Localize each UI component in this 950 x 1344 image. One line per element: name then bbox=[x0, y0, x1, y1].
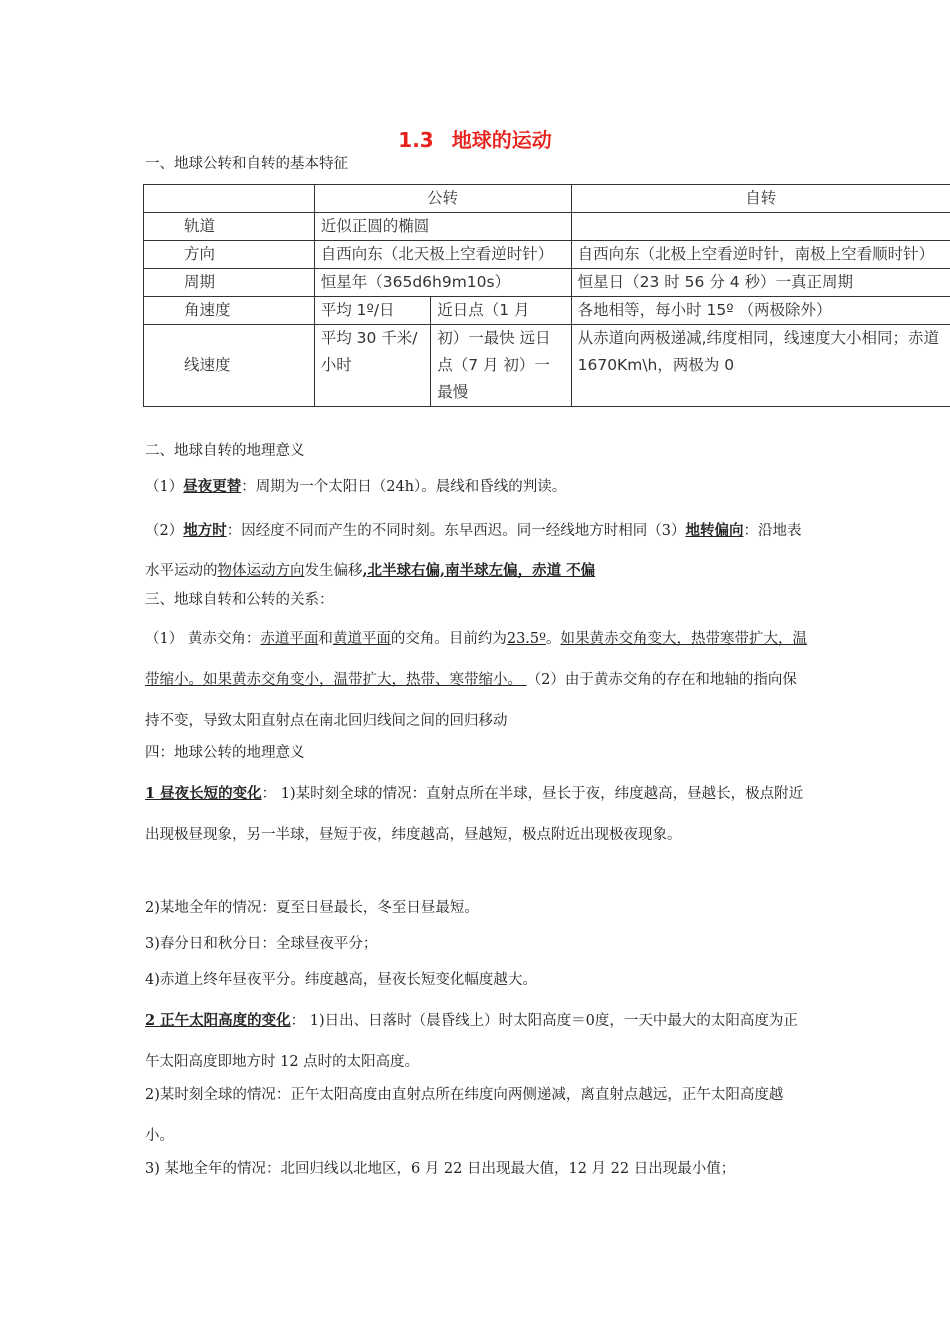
page-title bbox=[0, 124, 950, 153]
cell-linear-rotation: 从赤道向两极递减,纬度相同，线速度大小相同；赤道 1670Km\h，两极为 0 bbox=[571, 325, 950, 407]
item-prefix: （2） bbox=[145, 523, 184, 539]
table-header-row bbox=[144, 185, 950, 213]
header-rotation: 自转 bbox=[571, 185, 950, 213]
term-day-night: 昼夜更替 bbox=[183, 478, 242, 495]
item-text: 和 bbox=[318, 631, 333, 647]
cell-angular-revolution-b: 近日点（1 月 bbox=[431, 297, 571, 325]
underlined-text: 如果黄赤交角变大，热带寒带扩大，温带缩小。如果黄赤交角变小，温带扩大，热带、寒带缩小。 bbox=[145, 631, 807, 688]
row-label-angular: 角速度 bbox=[144, 297, 315, 325]
item-prefix: （1） bbox=[145, 479, 184, 495]
term-coriolis: 地转偏向 bbox=[685, 522, 744, 539]
table-row bbox=[144, 241, 950, 269]
underlined-text: 物体运动方向 bbox=[217, 563, 305, 579]
section-heading-2: 二、地球自转的地理意义 bbox=[145, 443, 305, 459]
item-text: （2）由于黄赤交角的存在和地轴的指向保持不变，导致太阳直射点在南北回归线间之间的回归移动 bbox=[145, 672, 797, 729]
row-label-orbit: 轨道 bbox=[144, 213, 315, 241]
item-text: 1)某时刻全球的情况：直射点所在半球，昼长于夜，纬度越高，昼越长，极点附近出现极昼现象，另一半球，昼短于夜，纬度越高，昼越短，极点附近出现极夜现象。 bbox=[145, 786, 804, 843]
item-text: ： bbox=[261, 786, 277, 802]
item-text: 1)日出、日落时（晨昏线上）时太阳高度＝0度，一天中最大的太阳高度为正午太阳高度即地方时 12 点时的太阳高度。 bbox=[145, 1013, 798, 1070]
cell-direction-rotation: 自西向东（北极上空看逆时针，南极上空看顺时针） bbox=[571, 241, 950, 269]
title-text: 地球的运动 bbox=[451, 128, 552, 152]
section-heading-4: 四：地球公转的地理意义 bbox=[145, 745, 305, 761]
item-text: ：周期为一个太阳日（24h）。晨线和昏线的判读。 bbox=[241, 479, 567, 495]
cell-orbit-revolution: 近似正圆的椭圆 bbox=[314, 213, 571, 241]
paragraph-daylength bbox=[145, 773, 810, 856]
cell-angular-revolution-a: 平均 1º/日 bbox=[314, 297, 430, 325]
line-equator: 4)赤道上终年昼夜平分。纬度越高，昼夜长短变化幅度越大。 bbox=[145, 972, 537, 988]
header-blank bbox=[144, 185, 315, 213]
table-row bbox=[144, 213, 950, 241]
item-text: 的交角。目前约为 bbox=[390, 631, 507, 647]
table-row bbox=[144, 269, 950, 297]
paragraph-noon-altitude bbox=[145, 1000, 810, 1083]
item-text: 。 bbox=[545, 631, 561, 647]
item-text: ：因经度不同而产生的不同时刻。东早西迟。同一经线地方时相同（3） bbox=[226, 523, 686, 539]
line-annual-local: 2)某地全年的情况：夏至日昼最长，冬至日昼最短。 bbox=[145, 900, 479, 916]
row-label-direction: 方向 bbox=[144, 241, 315, 269]
features-table bbox=[143, 184, 950, 407]
header-revolution: 公转 bbox=[314, 185, 571, 213]
table-row bbox=[144, 297, 950, 325]
paragraph-global-noon: 2)某时刻全球的情况：正午太阳高度由直射点所在纬度向两侧递减，离直射点越远，正午太阳高度越小。 bbox=[145, 1087, 784, 1144]
section-heading-3: 三、地球自转和公转的关系： bbox=[145, 592, 334, 608]
cell-linear-revolution-a: 平均 30 千米/小时 bbox=[314, 325, 430, 407]
cell-orbit-rotation bbox=[571, 213, 950, 241]
underlined-text: 黄道平面 bbox=[332, 631, 391, 647]
cell-period-rotation: 恒星日（23 时 56 分 4 秒）一真正周期 bbox=[571, 269, 950, 297]
paragraph-local-time bbox=[145, 511, 810, 591]
item-text: 发生偏移 bbox=[304, 563, 363, 579]
underlined-value: 23.5º bbox=[506, 631, 546, 647]
term-noon-altitude: 2 正午太阳高度的变化 bbox=[145, 1012, 291, 1029]
row-label-linear: 线速度 bbox=[144, 325, 315, 407]
deflection-rule: ,北半球右偏,南半球左偏，赤道 不偏 bbox=[362, 562, 596, 579]
paragraph-day-night bbox=[145, 475, 566, 496]
table-row bbox=[144, 325, 950, 407]
cell-angular-rotation: 各地相等，每小时 15º （两极除外） bbox=[571, 297, 950, 325]
cell-period-revolution: 恒星年（365d6h9m10s） bbox=[314, 269, 571, 297]
title-number: 1.3 bbox=[398, 128, 434, 152]
item-prefix: （1） 黄赤交角： bbox=[145, 631, 261, 647]
underlined-text: 赤道平面 bbox=[260, 631, 319, 647]
line-annual-noon: 3) 某地全年的情况：北回归线以北地区，6 月 22 日出现最大值，12 月 22 日出现最小值； bbox=[145, 1161, 736, 1177]
item-text: ：沿地表水平运动的 bbox=[145, 523, 802, 579]
cell-linear-revolution-b: 初）一最快 远日点（7 月 初）一最慢 bbox=[431, 325, 571, 407]
item-text: ： bbox=[290, 1013, 306, 1029]
cell-direction-revolution: 自西向东（北天极上空看逆时针） bbox=[314, 241, 571, 269]
section-heading-1: 一、地球公转和自转的基本特征 bbox=[145, 156, 348, 172]
term-local-time: 地方时 bbox=[183, 522, 227, 539]
line-equinox: 3)春分日和秋分日：全球昼夜平分； bbox=[145, 936, 378, 952]
term-daylength: 1 昼夜长短的变化 bbox=[145, 785, 262, 802]
paragraph-obliquity bbox=[145, 619, 810, 742]
row-label-period: 周期 bbox=[144, 269, 315, 297]
